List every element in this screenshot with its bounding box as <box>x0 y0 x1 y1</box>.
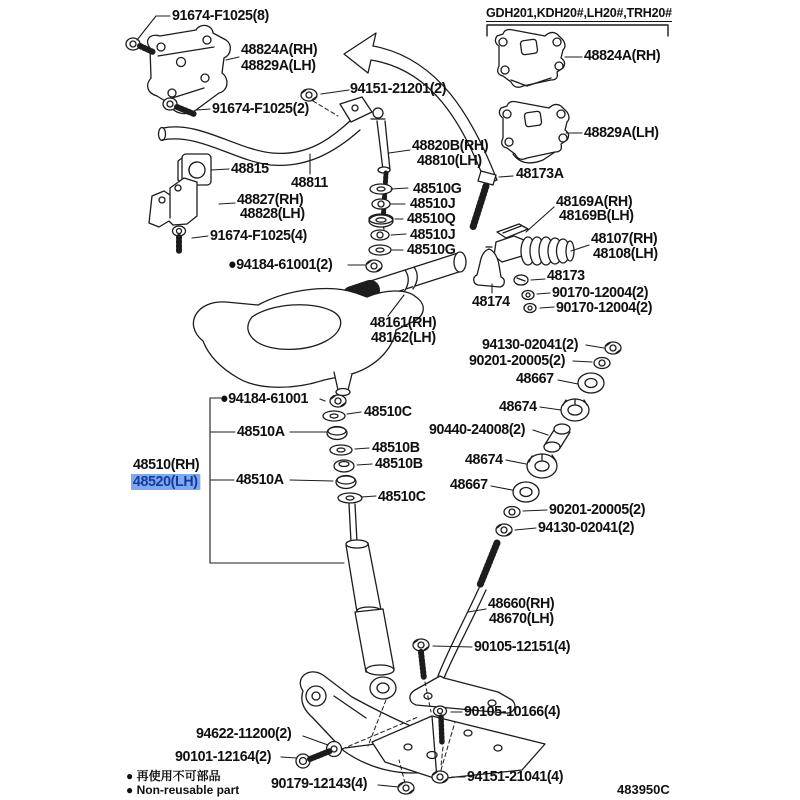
part-label-48510a: 48510A <box>237 423 285 440</box>
part-label-48510j: 48510J <box>410 195 456 212</box>
part-label-90105-10166-4: 90105-10166(4) <box>464 703 561 720</box>
part-label-48670-lh: 48670(LH) <box>489 610 554 627</box>
part-label-48173: 48173 <box>547 267 585 284</box>
part-label-94130-02041-2: 94130-02041(2) <box>482 336 579 353</box>
part-label-48667: 48667 <box>516 370 554 387</box>
part-label-48510b: 48510B <box>375 455 423 472</box>
part-label-48810-lh: 48810(LH) <box>417 152 482 169</box>
part-label-91674-f1025-8: 91674-F1025(8) <box>172 7 269 24</box>
part-label-94151-21201-2: 94151-21201(2) <box>350 80 447 97</box>
part-label-48510a: 48510A <box>236 471 284 488</box>
part-label-94184-61001: ●94184-61001 <box>220 390 309 407</box>
part-label-48674: 48674 <box>499 398 537 415</box>
bolt-48173a-drawing <box>473 171 496 227</box>
variant-header: GDH201,KDH20#,LH20#,TRH20# <box>486 6 672 20</box>
part-label-48660-rh: 48660(RH) <box>488 595 555 612</box>
nuts-90170-drawing <box>522 291 536 313</box>
part-label-48829a-lh: 48829A(LH) <box>241 57 316 74</box>
stabilizer-bracket-rh-drawing <box>495 30 565 88</box>
part-label-48827-rh: 48827(RH) <box>237 191 304 208</box>
bracket-48827-drawing <box>149 178 197 227</box>
part-label-91674-f1025-2: 91674-F1025(2) <box>212 100 309 117</box>
part-label-94130-02041-2: 94130-02041(2) <box>538 519 635 536</box>
bolt-90105-12151-drawing <box>413 639 429 679</box>
nut-94184-61001 <box>366 260 382 272</box>
part-label-48674: 48674 <box>465 451 503 468</box>
figure-code: 483950C <box>617 782 670 797</box>
nut-90179-12143 <box>398 782 414 794</box>
part-label-94622-11200-2: 94622-11200(2) <box>196 725 292 742</box>
legend-jp: ● 再使用不可部品 <box>126 769 221 783</box>
part-label-90105-12151-4: 90105-12151(4) <box>474 638 571 655</box>
part-label-94151-21041-4: 94151-21041(4) <box>467 768 564 785</box>
part-label-48510g: 48510G <box>407 241 456 258</box>
part-label-90179-12143-4: 90179-12143(4) <box>271 775 368 792</box>
legend-en: ● Non-reusable part <box>126 783 240 797</box>
boot-48107-drawing <box>494 236 574 265</box>
part-label-48510c: 48510C <box>364 403 412 420</box>
part-label-48811: 48811 <box>291 174 328 191</box>
part-label-48173a: 48173A <box>516 165 564 182</box>
nut-48173-drawing <box>514 275 528 285</box>
part-label-48174: 48174 <box>472 293 510 310</box>
part-label-48820b-rh: 48820B(RH) <box>412 137 489 154</box>
part-label-48824a-rh: 48824A(RH) <box>584 47 661 64</box>
part-label-90101-12164-2: 90101-12164(2) <box>175 748 272 765</box>
part-label-48169b-lh: 48169B(LH) <box>559 207 634 224</box>
part-label-48824a-rh: 48824A(RH) <box>241 41 318 58</box>
bolt-91674-f1025-4 <box>173 226 186 252</box>
part-label-48107-rh: 48107(RH) <box>591 230 658 247</box>
part-label-48828-lh: 48828(LH) <box>240 205 305 222</box>
part-label-48510g: 48510G <box>413 180 462 197</box>
part-label-48169a-rh: 48169A(RH) <box>556 193 633 210</box>
part-label-48510c: 48510C <box>378 488 426 505</box>
part-label-48510q: 48510Q <box>407 210 456 227</box>
part-label-48829a-lh: 48829A(LH) <box>584 124 659 141</box>
part-label-90170-12004-2: 90170-12004(2) <box>556 299 653 316</box>
part-label-90201-20005-2: 90201-20005(2) <box>469 352 566 369</box>
stabilizer-link-48820b-drawing <box>371 108 390 229</box>
part-label-48162-lh: 48162(LH) <box>371 329 436 346</box>
selected-part-label-48520-lh: 48520(LH) <box>131 474 200 490</box>
part-label-48510b: 48510B <box>372 439 420 456</box>
part-label-94184-61001-2: ●94184-61001(2) <box>228 256 333 273</box>
stabilizer-bracket-lh-drawing <box>499 102 569 163</box>
part-label-48510j: 48510J <box>410 226 456 243</box>
bolt-90101-drawing <box>296 751 330 768</box>
part-label-48510-rh: 48510(RH) <box>133 456 200 473</box>
link-washer-stack-drawing <box>369 184 393 255</box>
nut-94151-21041 <box>432 771 448 783</box>
part-label-48161-rh: 48161(RH) <box>370 314 437 331</box>
part-label-48815: 48815 <box>231 160 269 177</box>
part-label-90170-12004-2: 90170-12004(2) <box>552 284 649 301</box>
part-label-48108-lh: 48108(LH) <box>593 245 658 262</box>
part-label-48667: 48667 <box>450 476 488 493</box>
part-label-90201-20005-2: 90201-20005(2) <box>549 501 646 518</box>
stabilizer-bar-48660-drawing <box>410 543 515 713</box>
part-label-91674-f1025-4: 91674-F1025(4) <box>210 227 307 244</box>
part-label-90440-24008-2: 90440-24008(2) <box>429 421 526 438</box>
